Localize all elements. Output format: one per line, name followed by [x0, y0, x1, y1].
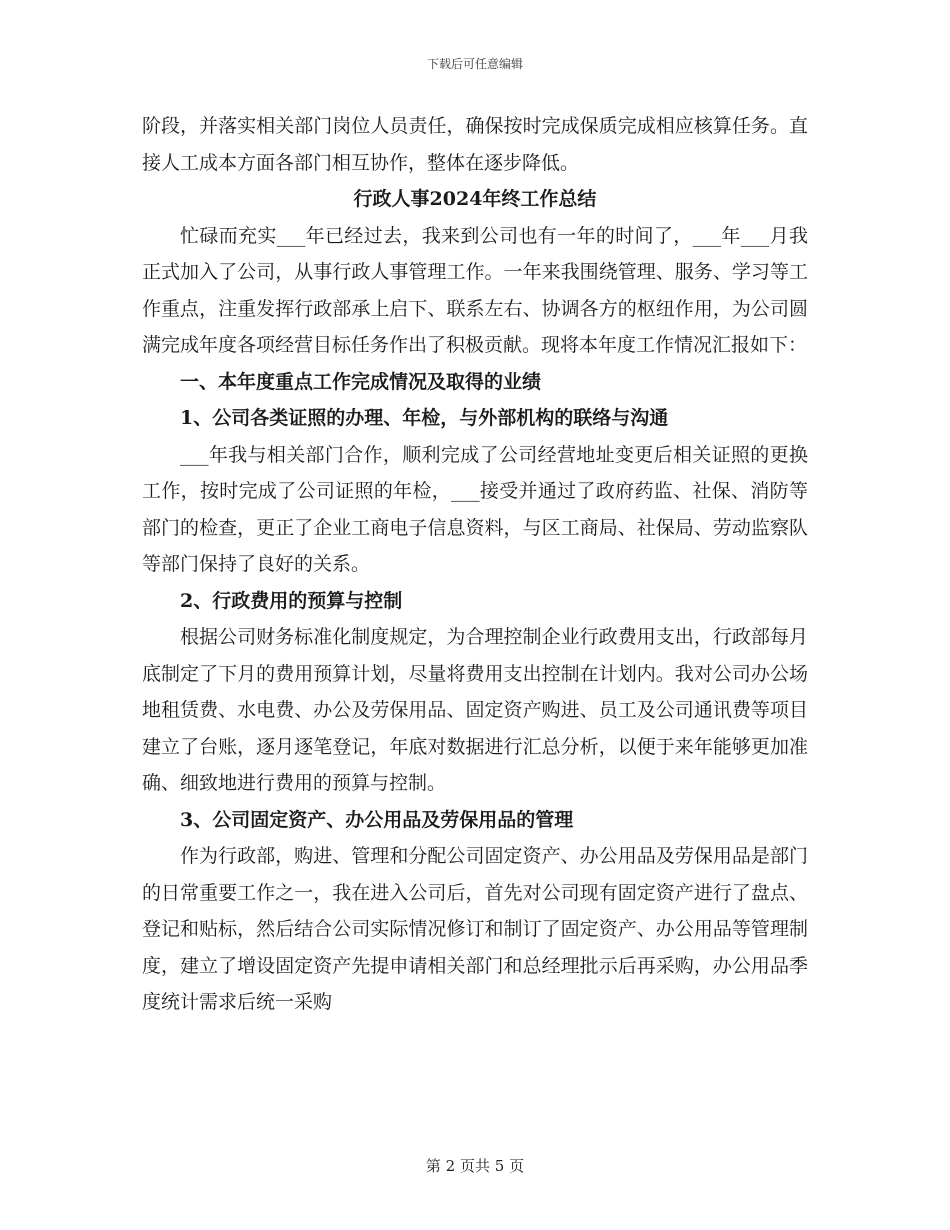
subsection-heading-1: 1、公司各类证照的办理、年检，与外部机构的联络与沟通 — [180, 407, 669, 429]
paragraph-continuation: 阶段，并落实相关部门岗位人员责任，确保按时完成保质完成相应核算任务。直接人工成本方面各部门相互协作，整体在逐步降低。 — [142, 115, 808, 174]
section-heading: 一、本年度重点工作完成情况及取得的业绩 — [180, 370, 542, 393]
document-title: 行政人事2024年终工作总结 — [353, 188, 597, 210]
subsection-heading-3: 3、公司固定资产、办公用品及劳保用品的管理 — [180, 808, 574, 831]
page-header: 下载后可任意编辑 — [426, 57, 523, 71]
paragraph-licenses: ___年我与相关部门合作，顺利完成了公司经营地址变更后相关证照的更换工作，按时完成了公司证照的年检，___接受并通过了政府药监、社保、消防等部门的检查，更正了企业工商电子信息资料，与区工商局、社保局、劳动监察队等部门保持了良好的关系。 — [142, 443, 808, 575]
paragraph-budget: 根据公司财务标准化制度规定，为合理控制企业行政费用支出，行政部每月底制定了下月的费用预算计划，尽量将费用支出控制在计划内。我对公司办公场地租赁费、水电费、办公及劳保用品、固定资产购进、员工及公司通讯费等项目建立了台账，逐月逐笔登记，年底对数据进行汇总分析，以便于来年能够更加准确、细致地进行费用的预算与控制。 — [142, 626, 808, 794]
subsection-heading-2: 2、行政费用的预算与控制 — [180, 589, 403, 612]
intro-paragraph: 忙碌而充实___年已经过去，我来到公司也有一年的时间了，___年___月我正式加入了公司，从事行政人事管理工作。一年来我围绕管理、服务、学习等工作重点，注重发挥行政部承上启下、联系左右、协调各方的枢纽作用，为公司圆满完成年度各项经营目标任务作出了积极贡献。现将本年度工作情况汇报如下： — [142, 224, 808, 356]
paragraph-assets: 作为行政部，购进、管理和分配公司固定资产、办公用品及劳保用品是部门的日常重要工作之一，我在进入公司后，首先对公司现有固定资产进行了盘点、登记和贴标，然后结合公司实际情况修订和制订了固定资产、办公用品等管理制度，建立了增设固定资产先提申请相关部门和总经理批示后再采购，办公用品季度统计需求后统一采购 — [142, 845, 808, 1013]
page-footer: 第 2 页共 5 页 — [425, 1157, 525, 1175]
document-body — [142, 108, 808, 1021]
